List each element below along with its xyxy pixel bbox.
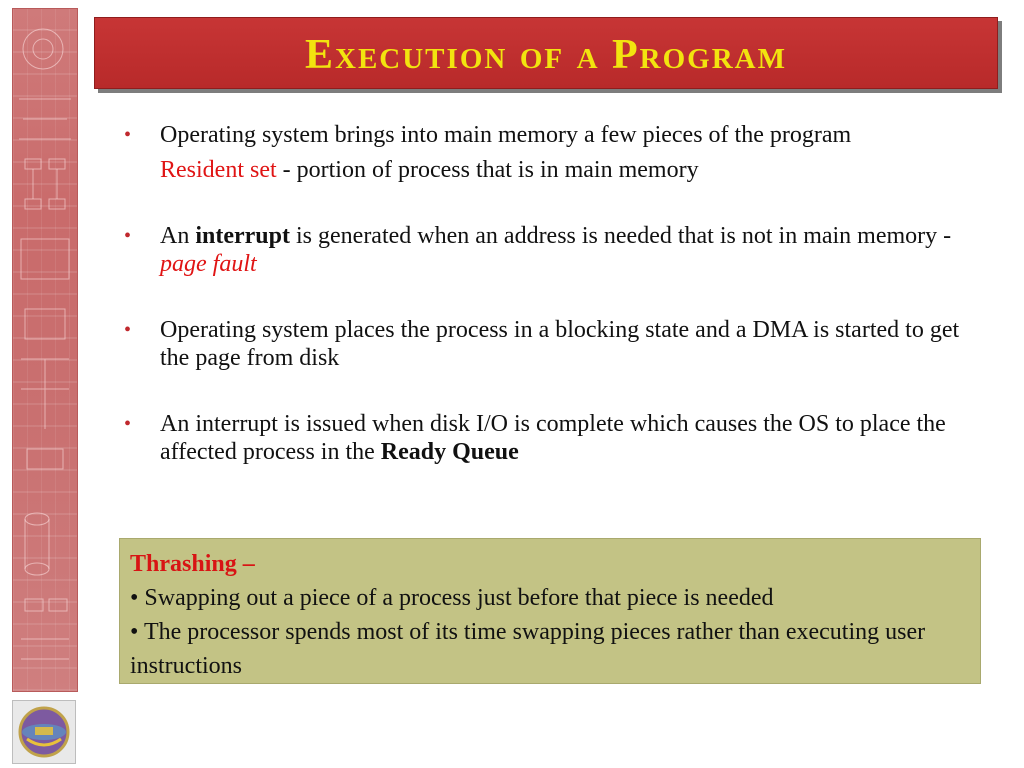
bullet-text-middle: is generated when an address is needed that is not in main memory - bbox=[290, 223, 952, 249]
globe-logo-icon bbox=[12, 700, 76, 764]
title-bar bbox=[94, 17, 998, 89]
bullet-text: Operating system brings into main memory a few pieces of the program bbox=[160, 122, 852, 148]
ready-queue-term: Ready Queue bbox=[380, 439, 519, 465]
bullet-subline bbox=[124, 156, 974, 184]
bullet-text-prefix: An interrupt is issued when disk I/O is complete which causes the OS to place the affected process in the bbox=[160, 411, 946, 465]
circuit-diagram-icon bbox=[13, 9, 77, 691]
thrashing-box bbox=[119, 538, 981, 684]
bullet-item bbox=[124, 222, 974, 278]
page-fault-term: page fault bbox=[160, 251, 257, 277]
bullet-list bbox=[124, 121, 974, 466]
thrashing-title: Thrashing – bbox=[130, 551, 255, 577]
resident-set-definition: - portion of process that is in main memory bbox=[276, 157, 699, 183]
interrupt-term: interrupt bbox=[195, 223, 290, 249]
bullet-item bbox=[124, 121, 974, 149]
bullet-marker: • bbox=[124, 124, 132, 146]
bullet-item bbox=[124, 316, 974, 372]
slide-title: Execution of a Program bbox=[305, 32, 787, 78]
bullet-text: Operating system places the process in a blocking state and a DMA is started to get the page from disk bbox=[160, 317, 960, 371]
decorative-side-strip bbox=[12, 8, 78, 692]
bullet-item bbox=[124, 410, 974, 466]
bullet-text-prefix: An bbox=[160, 223, 196, 249]
thrashing-line: • The processor spends most of its time swapping pieces rather than executing user instructions bbox=[130, 619, 926, 679]
bullet-marker: • bbox=[124, 413, 132, 435]
resident-set-term: Resident set bbox=[160, 157, 277, 183]
bullet-marker: • bbox=[124, 225, 132, 247]
bullet-marker: • bbox=[124, 319, 132, 341]
thrashing-line: • Swapping out a piece of a process just before that piece is needed bbox=[130, 585, 774, 611]
